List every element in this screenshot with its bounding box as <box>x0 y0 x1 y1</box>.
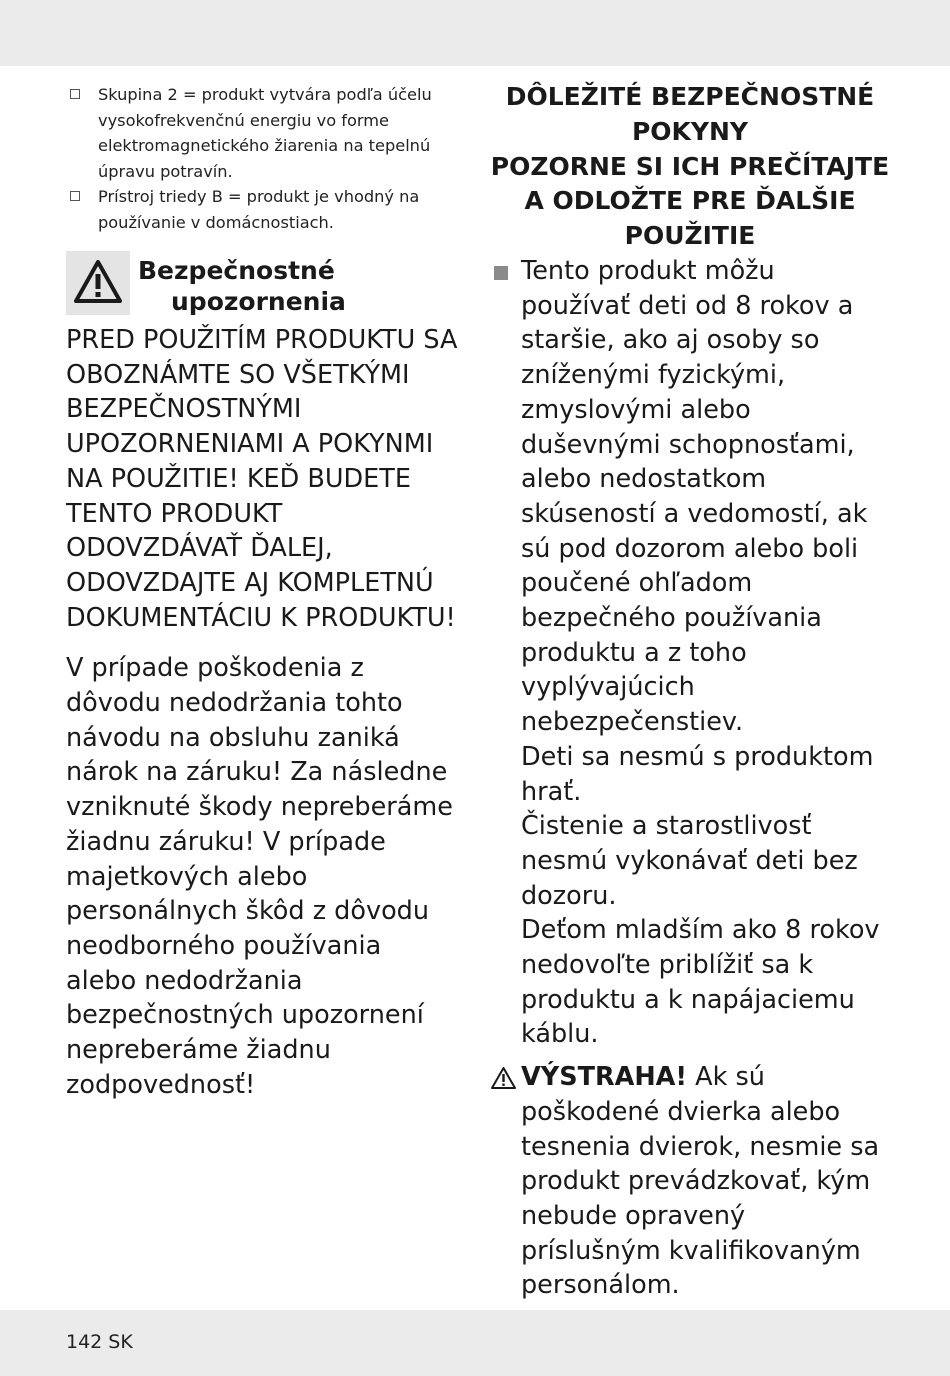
header-band <box>0 0 950 66</box>
read-instructions-notice: PRED POUŽITÍM PRODUKTU SA OBOZNÁMTE SO VŠETKÝMI BEZPEČNOSTNÝMI UPOZORNENIAMI A POKYNMI NA POUŽITIE! KEĎ BUDETE TENTO PRODUKT ODOVZDÁVAŤ ĎALEJ, ODOVZDAJTE AJ KOMPLETNÚ DOKUMENTÁCIU K PRODUKTU! <box>66 325 458 633</box>
left-column <box>66 82 458 1102</box>
footer-band <box>0 1310 950 1376</box>
warning-triangle-icon <box>73 259 123 305</box>
section-title-line: upozornenia <box>171 287 346 316</box>
heading-line: DÔLEŽITÉ BEZPEČNOSTNÉ POKYNY <box>505 82 875 146</box>
right-column <box>490 80 890 1303</box>
list-item-text: Skupina 2 = produkt vytvára podľa účelu vysokofrekvenčnú energiu vo forme elektromagnetického žiarenia na tepelnú úpravu potravín. <box>98 85 432 181</box>
safety-warnings-heading <box>66 251 458 317</box>
warning-triangle-icon <box>490 1066 517 1090</box>
section-title-line: Bezpečnostné <box>138 256 335 285</box>
heading-line: POZORNE SI ICH PREČÍTAJTE A ODLOŽTE PRE ĎALŠIE POUŽITIE <box>490 151 890 251</box>
door-damage-warning <box>490 1060 890 1303</box>
checkbox-bullet-icon <box>70 89 80 99</box>
page-number: 142 SK <box>66 1331 133 1353</box>
important-safety-heading <box>490 80 890 254</box>
bullet-paragraph: Deti sa nesmú s produktom hrať. <box>521 741 874 807</box>
list-item <box>66 184 458 235</box>
section-title <box>138 255 346 317</box>
warning-triangle-box <box>66 251 130 315</box>
bullet-paragraph: Čistenie a starostlivosť nesmú vykonávať deti bez dozoru. <box>521 811 858 911</box>
checkbox-bullet-icon <box>70 191 80 201</box>
warranty-paragraph: V prípade poškodenia z dôvodu nedodržania tohto návodu na obsluhu zaniká nárok na záruku! Za následne vzniknuté škody nepreberáme žiadnu záruku! V prípade majetkových alebo personálnych škôd z dôvodu neodborného používania alebo nedodržania bezpečnostných upozornení nepreberáme žiadnu zodpovednosť! <box>66 653 453 1100</box>
warning-text: Ak sú poškodené dvierka alebo tesnenia dvierok, nesmie sa produkt prevádzkovať, kým nebude opravený príslušným kvalifikovaným personálom. <box>521 1062 880 1301</box>
list-item <box>66 82 458 184</box>
list-item-text: Prístroj triedy B = produkt je vhodný na používanie v domácnostiach. <box>98 187 420 232</box>
children-safety-item <box>490 254 890 1052</box>
bullet-paragraph: Tento produkt môžu používať deti od 8 rokov a staršie, ako aj osoby so zníženými fyzickými, zmyslovými alebo duševnými schopnosťami, alebo nedostatkom skúseností a vedomostí, ak sú pod dozorom alebo boli poučené ohľadom bezpečného používania produktu a z toho vyplývajúcich nebezpečenstiev. <box>521 255 868 738</box>
square-bullet-icon <box>494 266 508 280</box>
device-class-list <box>66 82 458 235</box>
bullet-paragraph: Deťom mladším ako 8 rokov nedovoľte priblížiť sa k produktu a k napájaciemu káblu. <box>521 915 880 1050</box>
warning-label: VÝSTRAHA! <box>521 1062 688 1093</box>
